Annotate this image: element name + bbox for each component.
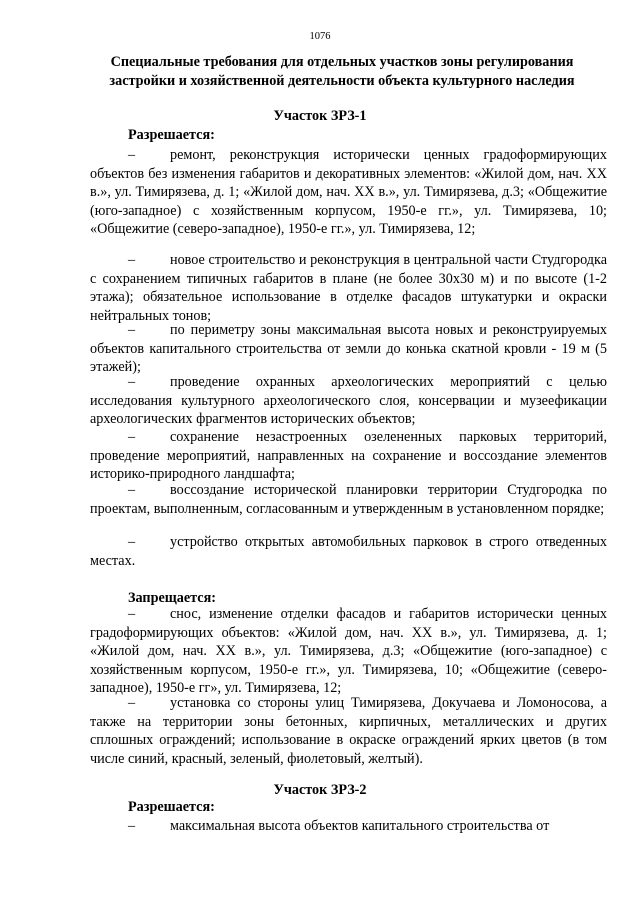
allowed-item: – новое строительство и реконструкция в центральной части Студгородка с сохранением типичных габаритов в плане (не более 30х30 м) и по высоте (1-2 этажа); обязательное использование в отделке фасадов штукатурки и окраски нейтральных тонов;	[90, 252, 607, 324]
allowed-item: – устройство открытых автомобильных парковок в строго отведенных местах.	[90, 534, 607, 569]
list-dash: –	[128, 322, 136, 338]
allowed-item: – максимальная высота объектов капитального строительства от	[128, 818, 550, 834]
list-dash: –	[128, 482, 136, 498]
list-dash: –	[128, 374, 136, 390]
list-dash: –	[128, 534, 136, 550]
list-dash: –	[128, 818, 136, 834]
list-dash: –	[128, 252, 136, 268]
allowed-label-zrz1: Разрешается:	[128, 127, 215, 143]
forbidden-item: – установка со стороны улиц Тимирязева, Докучаева и Ломоносова, а также на территории зоны бетонных, кирпичных, металлических и других сплошных ограждений; использование в окраске ограждений ярких цветов (в том числе синий, красный, зеленый, фиолетовый, желтый).	[90, 695, 607, 767]
section-heading-zrz2: Участок ЗРЗ-2	[273, 782, 367, 798]
allowed-item: – воссоздание исторической планировки территории Студгородка по проектам, выполненным, согласованным и утвержденным в установленном порядке;	[90, 482, 607, 517]
document-title: Специальные требования для отдельных участков зоны регулирования застройки и хозяйственной деятельности объекта культурного наследия	[109, 54, 575, 89]
list-dash: –	[128, 147, 136, 163]
allowed-item: – ремонт, реконструкция исторически ценных градоформирующих объектов без изменения габаритов и декоративных элементов: «Жилой дом, нач. XX в.», ул. Тимирязева, д. 1; «Жилой дом, нач. XX в.», ул. Тимирязева, д.3; «Общежитие (юго-западное) с хозяйственным корпусом, 1950-е гг.», ул. Тимирязева, 10; «Общежитие (северо-западное), 1950-е гг.», ул. Тимирязева, 12;	[90, 147, 607, 238]
page-number: 1076	[309, 31, 331, 42]
allowed-item: – проведение охранных археологических мероприятий с целью исследования культурного археологического слоя, консервации и музеефикации археологических фрагментов исторических объектов;	[90, 374, 607, 428]
list-dash: –	[128, 606, 136, 622]
allowed-label-zrz2: Разрешается:	[128, 799, 215, 815]
list-dash: –	[128, 429, 136, 445]
forbidden-item: – снос, изменение отделки фасадов и габаритов исторически ценных градоформирующих объектов: «Жилой дом, нач. XX в.», ул. Тимирязева, д. 1; «Жилой дом, нач. XX в.», ул. Тимирязева, д.3; «Общежитие (юго-западное) с хозяйственным корпусом, 1950-е гг.», ул. Тимирязева, 10; «Общежитие (северо-западное), 1950-е гг», ул. Тимирязева, 12;	[90, 606, 607, 697]
section-heading-zrz1: Участок ЗРЗ-1	[273, 108, 367, 124]
list-dash: –	[128, 695, 136, 711]
allowed-item: – сохранение незастроенных озелененных парковых территорий, проведение мероприятий, направленных на сохранение и воссоздание элементов историко-природного ландшафта;	[90, 429, 607, 483]
forbidden-label-zrz1: Запрещается:	[128, 590, 216, 606]
allowed-item: – по периметру зоны максимальная высота новых и реконструируемых объектов капитального строительства от земли до конька скатной кровли - 19 м (5 этажей);	[90, 322, 607, 376]
